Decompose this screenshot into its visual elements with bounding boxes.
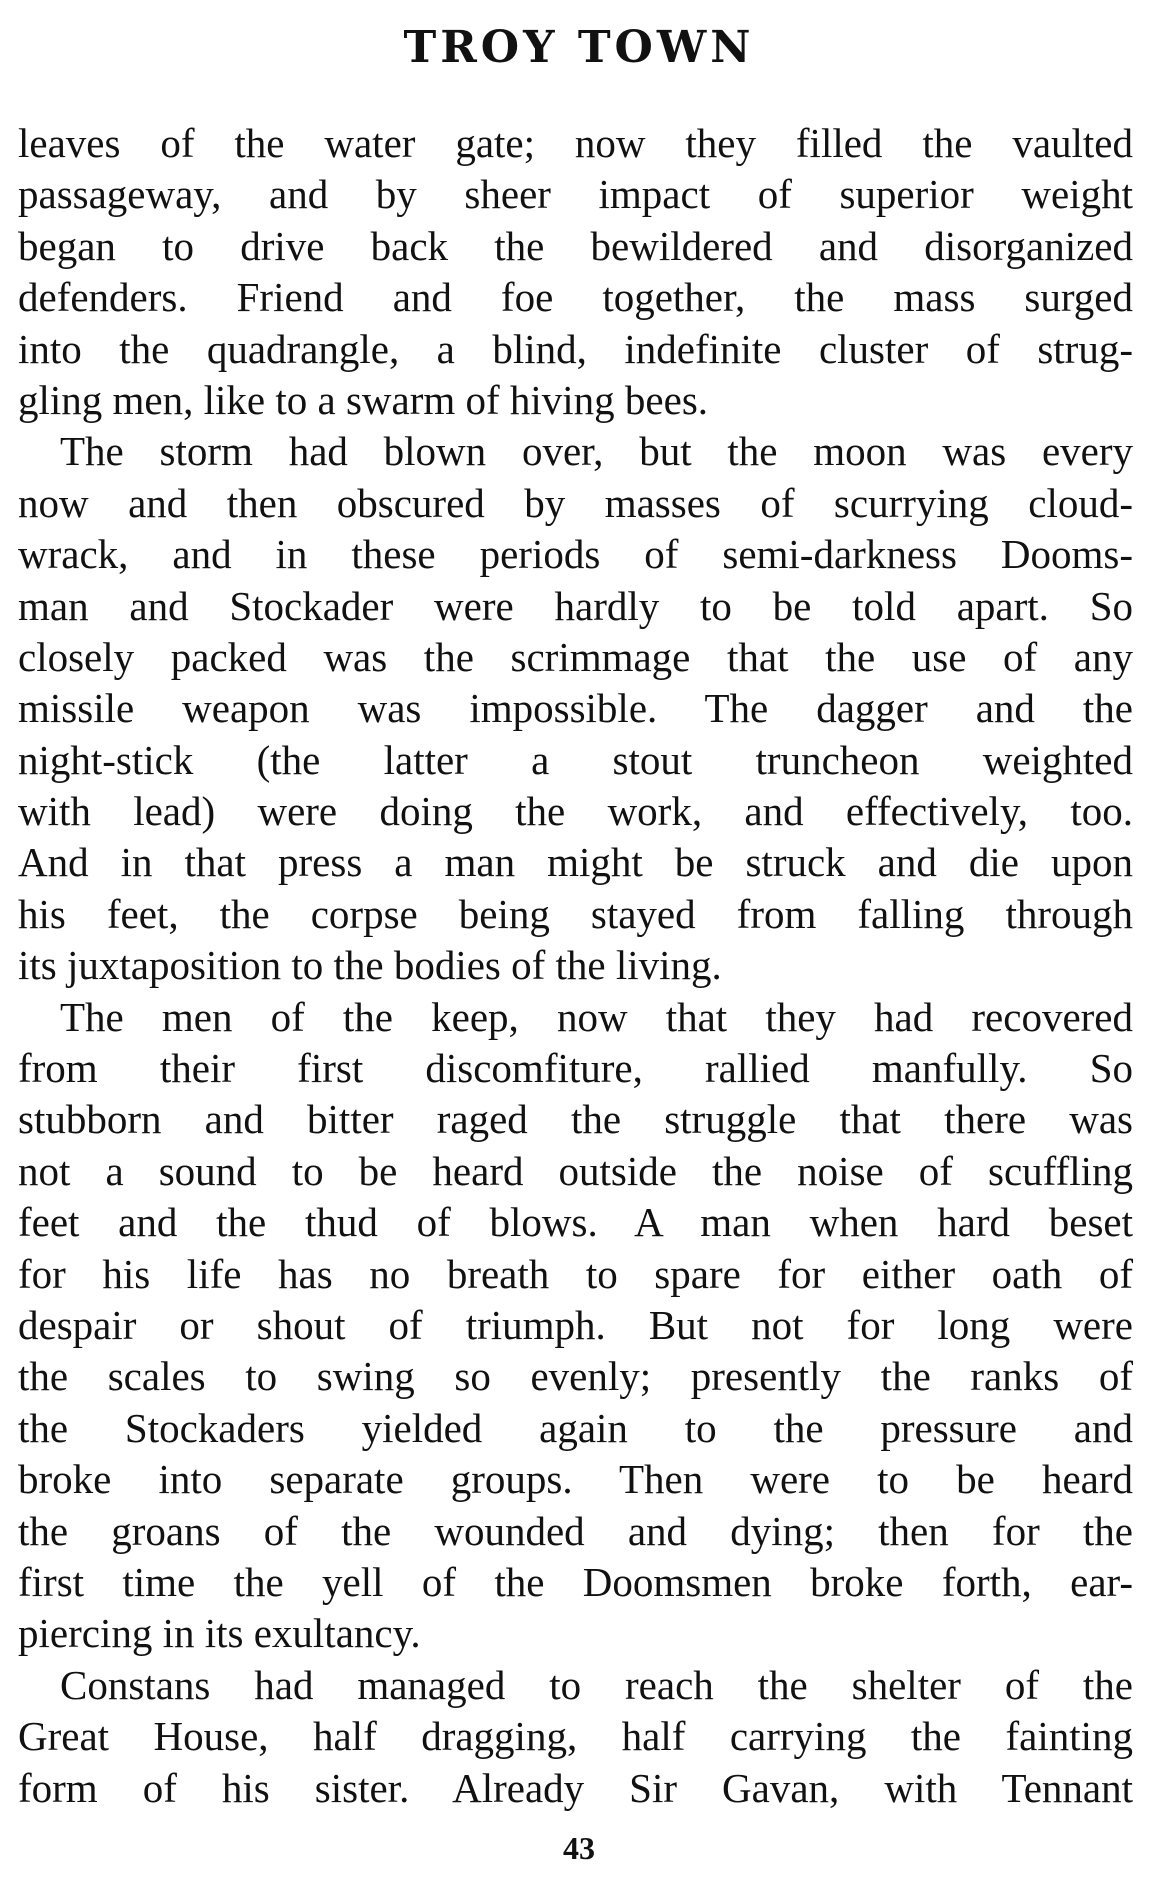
text-line: his feet, the corpse being stayed from falling through: [18, 890, 1133, 937]
text-line: And in that press a man might be struck and die upon: [18, 839, 1133, 886]
text-line: the Stockaders yielded again to the pressure and: [18, 1404, 1133, 1451]
text-line: its juxtaposition to the bodies of the living.: [18, 942, 722, 989]
text-line: night-stick (the latter a stout truncheon weighted: [18, 736, 1133, 783]
text-line: man and Stockader were hardly to be told apart. So: [18, 582, 1133, 629]
text-line: the groans of the wounded and dying; then for the: [18, 1507, 1133, 1554]
text-line: broke into separate groups. Then were to be heard: [18, 1456, 1133, 1503]
text-line: began to drive back the bewildered and disorganized: [18, 222, 1133, 269]
paragraph: [18, 992, 1133, 1660]
text-line: The storm had blown over, but the moon was every: [60, 428, 1133, 475]
body-text: [18, 118, 1133, 1814]
paragraph: [18, 426, 1133, 991]
text-line: wrack, and in these periods of semi-darkness Dooms-: [18, 531, 1133, 578]
text-line: missile weapon was impossible. The dagger and the: [18, 685, 1133, 732]
text-line: closely packed was the scrimmage that the use of any: [18, 633, 1133, 680]
text-line: form of his sister. Already Sir Gavan, with Tennant: [18, 1764, 1133, 1811]
text-line: first time the yell of the Doomsmen broke forth, ear-: [18, 1558, 1133, 1605]
text-line: now and then obscured by masses of scurrying cloud-: [18, 479, 1133, 526]
text-line: with lead) were doing the work, and effectively, too.: [18, 788, 1133, 835]
text-line: not a sound to be heard outside the noise of scuffling: [18, 1147, 1133, 1194]
text-line: for his life has no breath to spare for either oath of: [18, 1250, 1133, 1297]
text-line: defenders. Friend and foe together, the mass surged: [18, 274, 1133, 321]
paragraph: [18, 118, 1133, 426]
text-line: gling men, like to a swarm of hiving bees.: [18, 376, 709, 423]
text-line: Great House, half dragging, half carrying the fainting: [18, 1713, 1133, 1760]
text-line: passageway, and by sheer impact of superior weight: [18, 171, 1133, 218]
page-number: 43: [563, 1830, 595, 1866]
paragraph: [18, 1660, 1133, 1814]
text-line: Constans had managed to reach the shelter of the: [60, 1661, 1133, 1708]
text-line: into the quadrangle, a blind, indefinite cluster of strug-: [18, 325, 1133, 372]
text-line: despair or shout of triumph. But not for long were: [18, 1301, 1133, 1348]
text-line: from their first discomfiture, rallied manfully. So: [18, 1045, 1133, 1092]
text-line: feet and the thud of blows. A man when hard beset: [18, 1199, 1133, 1246]
text-line: leaves of the water gate; now they filled the vaulted: [18, 120, 1133, 166]
text-line: the scales to swing so evenly; presently the ranks of: [18, 1353, 1133, 1400]
text-line: stubborn and bitter raged the struggle that there was: [18, 1096, 1133, 1143]
text-line: piercing in its exultancy.: [18, 1610, 421, 1657]
text-line: The men of the keep, now that they had recovered: [60, 993, 1133, 1040]
running-title: TROY TOWN: [403, 22, 755, 73]
